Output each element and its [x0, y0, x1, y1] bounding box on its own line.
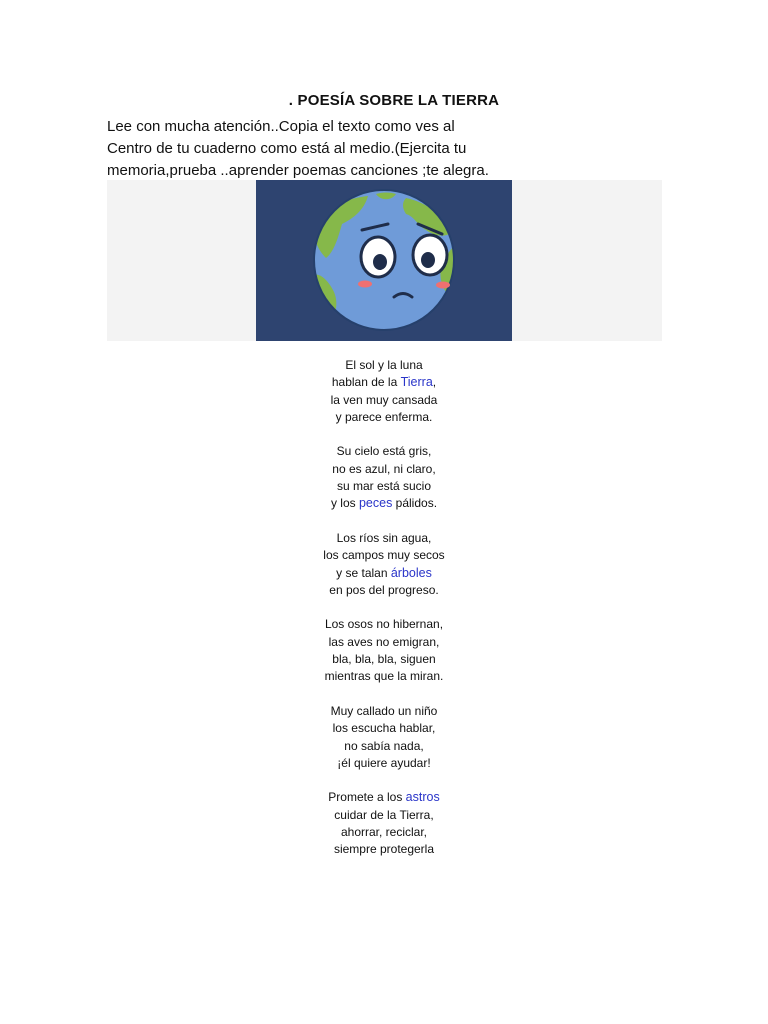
poem-text: los escucha hablar, — [332, 721, 436, 736]
poem-line — [224, 374, 544, 391]
poem-line — [224, 668, 544, 685]
poem-line — [224, 582, 544, 599]
instructions-line: Centro de tu cuaderno como está al medio.(Ejercita tu — [107, 140, 467, 157]
poem-stanza — [224, 357, 544, 426]
left-pupil — [373, 254, 387, 270]
poem-text: ¡él quiere ayudar! — [337, 755, 431, 770]
poem-keyword-link[interactable]: peces — [358, 496, 393, 511]
poem-text: Los ríos sin agua, — [336, 530, 432, 545]
poem-text: los campos muy secos — [323, 548, 445, 563]
poem-text: su mar está sucio — [336, 479, 432, 494]
page-title-text: . POESÍA SOBRE LA TIERRA — [288, 92, 500, 109]
poem-line — [224, 738, 544, 755]
poem-line — [224, 755, 544, 772]
poem-text: las aves no emigran, — [328, 634, 440, 649]
poem-stanza — [224, 443, 544, 512]
poem-line — [224, 789, 544, 806]
poem-text: no sabía nada, — [344, 738, 424, 753]
poem-line — [224, 478, 544, 495]
poem-text: la ven muy cansada — [330, 392, 438, 407]
poem-text: y parece enferma. — [335, 409, 433, 424]
poem-line — [224, 807, 544, 824]
poem-line — [224, 703, 544, 720]
poem-text: y se talan — [336, 565, 391, 580]
sad-earth-illustration — [256, 180, 512, 341]
poem-text: bla, bla, bla, siguen — [332, 652, 436, 667]
poem-line — [224, 634, 544, 651]
poem-text: y los — [330, 496, 359, 511]
poem-line — [224, 357, 544, 374]
poem-line — [224, 651, 544, 668]
poem-line — [224, 565, 544, 582]
left-cheek — [358, 281, 372, 288]
poem-text: Promete a los — [328, 790, 406, 805]
poem-stanza — [224, 789, 544, 858]
poem — [224, 357, 544, 876]
poem-line — [224, 720, 544, 737]
poem-line — [224, 461, 544, 478]
poem-text: ahorrar, reciclar, — [340, 825, 428, 840]
poem-line — [224, 841, 544, 858]
poem-text: no es azul, ni claro, — [332, 461, 436, 476]
poem-text: , — [432, 375, 437, 390]
poem-line — [224, 495, 544, 512]
instructions-paragraph — [107, 116, 667, 182]
poem-keyword-link[interactable]: astros — [405, 790, 440, 805]
page-title — [0, 92, 768, 109]
poem-text: Muy callado un niño — [330, 703, 438, 718]
poem-text: mientras que la miran. — [324, 669, 444, 684]
poem-stanza — [224, 616, 544, 685]
poem-line — [224, 824, 544, 841]
instructions-line: memoria,prueba ..aprender poemas canciones ;te alegra. — [107, 162, 489, 179]
poem-keyword-link[interactable]: Tierra — [400, 375, 433, 390]
poem-line — [224, 392, 544, 409]
poem-stanza — [224, 530, 544, 599]
poem-stanza — [224, 703, 544, 772]
poem-text: cuidar de la Tierra, — [334, 807, 434, 822]
poem-line — [224, 409, 544, 426]
right-cheek — [436, 282, 450, 289]
instructions-line: Lee con mucha atención..Copia el texto como ves al — [107, 118, 455, 135]
poem-keyword-link[interactable]: árboles — [390, 565, 432, 580]
poem-text: El sol y la luna — [345, 358, 423, 372]
poem-line — [224, 616, 544, 633]
poem-line — [224, 443, 544, 460]
poem-text: Los osos no hibernan, — [324, 617, 444, 632]
poem-line — [224, 547, 544, 564]
poem-text: siempre protegerla — [333, 842, 435, 857]
poem-line — [224, 530, 544, 547]
right-pupil — [421, 252, 435, 268]
poem-text: en pos del progreso. — [329, 582, 439, 597]
poem-text: hablan de la — [331, 375, 401, 390]
poem-text: Su cielo está gris, — [336, 444, 432, 459]
poem-text: pálidos. — [392, 496, 438, 511]
